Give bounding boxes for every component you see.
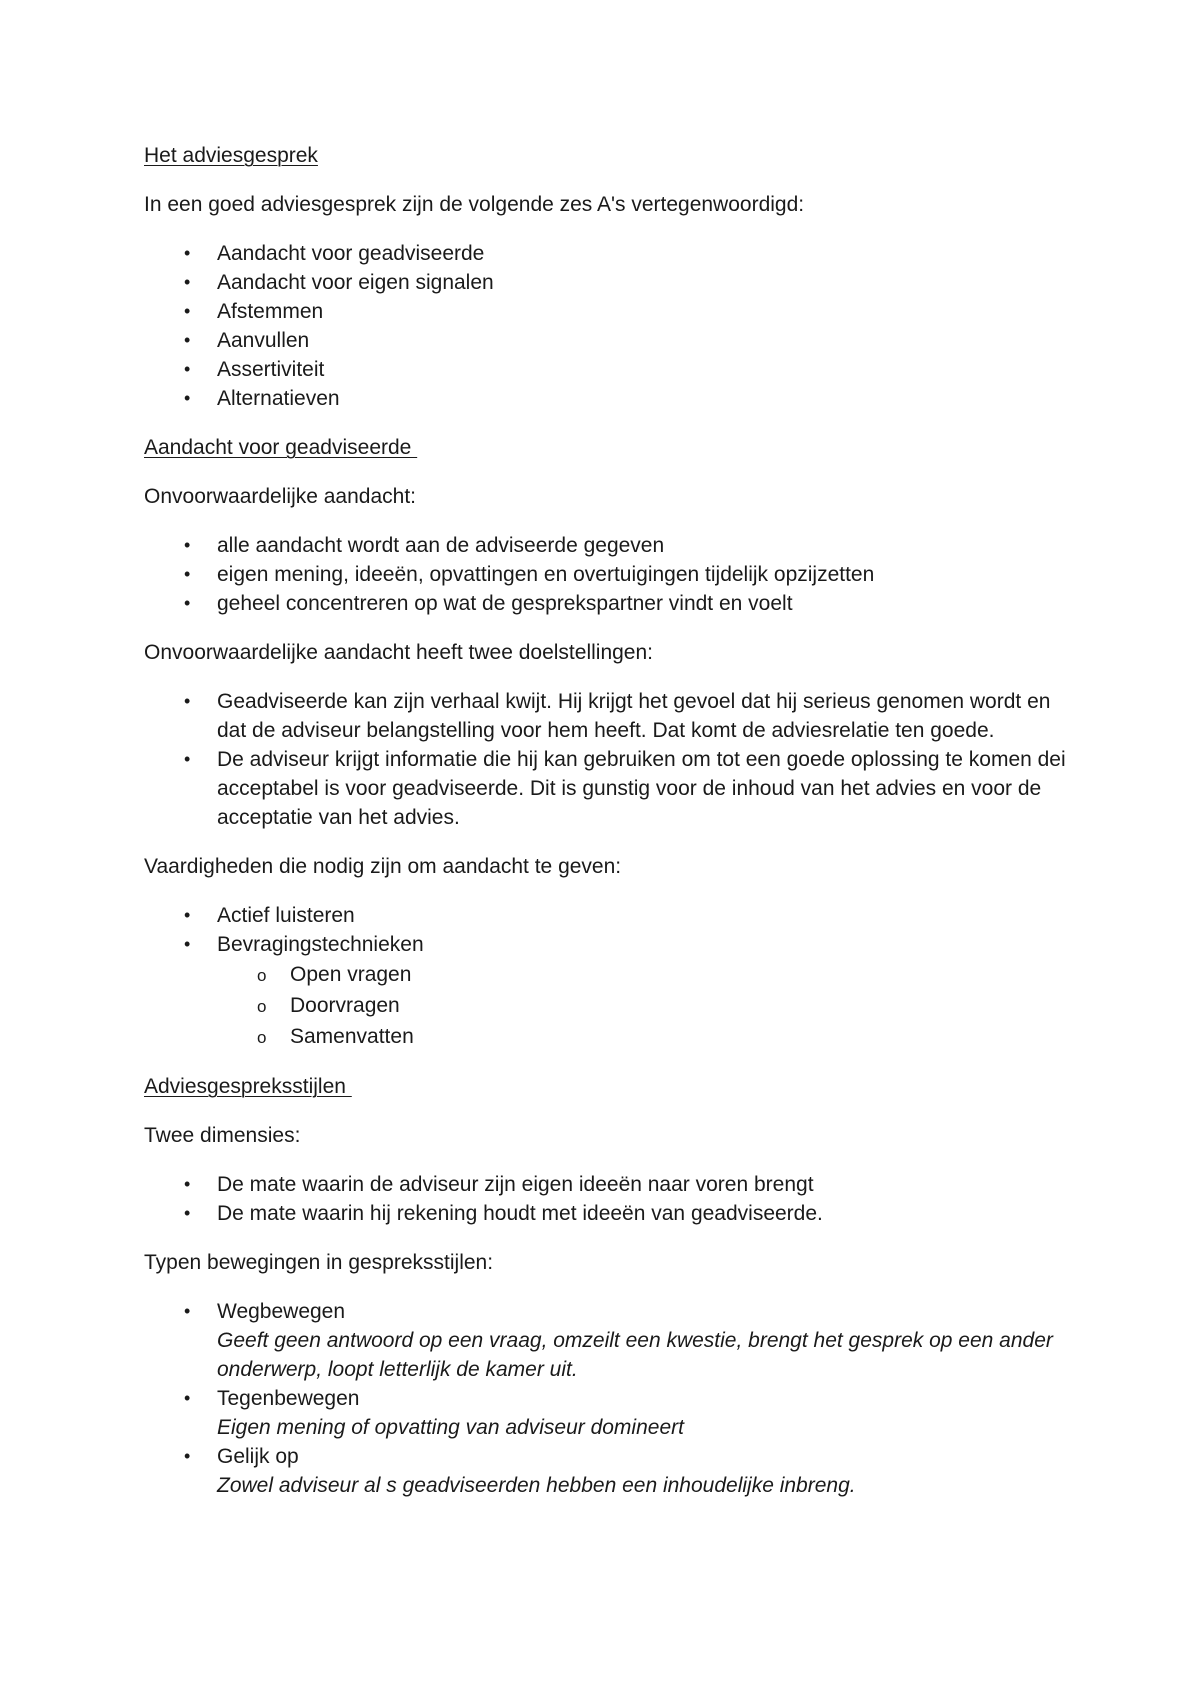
bullet-icon: • (184, 535, 191, 555)
list-item: • Aandacht voor geadviseerde (144, 239, 1074, 268)
bullet-icon: • (184, 1301, 191, 1321)
document-page (144, 141, 1074, 1520)
bullet-icon: • (184, 905, 191, 925)
aandacht-label: Onvoorwaardelijke aandacht: (144, 485, 416, 508)
list-item: • Bevragingstechnieken o Open vragen o Doorvragen o Samenvatten (144, 930, 1074, 1052)
bullet-icon: • (184, 1174, 191, 1194)
move-name: Tegenbewegen (217, 1387, 360, 1410)
list-item: • eigen mening, ideeën, opvattingen en overtuigingen tijdelijk opzijzetten (144, 560, 1074, 589)
skills-label: Vaardigheden die nodig zijn om aandacht te geven: (144, 855, 622, 878)
list-item: • geheel concentreren op wat de gesprekspartner vindt en voelt (144, 589, 1074, 618)
list-item: • Aanvullen (144, 326, 1074, 355)
techniques-sublist (217, 959, 1074, 1052)
goals-label: Onvoorwaardelijke aandacht heeft twee doelstellingen: (144, 641, 653, 664)
sub-list-item: o Samenvatten (217, 1021, 1074, 1052)
bullet-icon: • (184, 564, 191, 584)
bullet-icon: • (184, 301, 191, 321)
bullet-icon: • (184, 691, 191, 711)
aandacht-list (144, 531, 1074, 618)
moves-label: Typen bewegingen in gespreksstijlen: (144, 1251, 494, 1274)
list-item: • Afstemmen (144, 297, 1074, 326)
list-item: • De mate waarin hij rekening houdt met ideeën van geadviseerde. (144, 1199, 1074, 1228)
six-as-list (144, 239, 1074, 413)
goals-list (144, 687, 1074, 832)
bullet-icon: • (184, 934, 191, 954)
list-item: • De mate waarin de adviseur zijn eigen ideeën naar voren brengt (144, 1170, 1074, 1199)
circle-bullet-icon: o (257, 1028, 267, 1047)
dims-list (144, 1170, 1074, 1228)
list-item: • Geadviseerde kan zijn verhaal kwijt. Hij krijgt het gevoel dat hij serieus genomen wordt en dat de adviseur belangstelling voor hem heeft. Dat komt de adviesrelatie ten goede. (144, 687, 1074, 745)
section-heading-aandacht: Aandacht voor geadviseerde (144, 436, 418, 459)
circle-bullet-icon: o (257, 997, 267, 1016)
sub-list-item: o Doorvragen (217, 990, 1074, 1021)
bullet-icon: • (184, 1388, 191, 1408)
list-item: • Aandacht voor eigen signalen (144, 268, 1074, 297)
move-name: Wegbewegen (217, 1300, 346, 1323)
list-item: • Actief luisteren (144, 901, 1074, 930)
move-description: Zowel adviseur al s geadviseerden hebben een inhoudelijke inbreng. (217, 1474, 856, 1497)
list-item (144, 1442, 1074, 1500)
bullet-icon: • (184, 272, 191, 292)
bullet-icon: • (184, 749, 191, 769)
list-item (144, 1384, 1074, 1442)
move-description: Geeft geen antwoord op een vraag, omzeilt een kwestie, brengt het gesprek op een ander onderwerp, loopt letterlijk de kamer uit. (217, 1329, 1053, 1381)
section-heading-stijlen: Adviesgespreksstijlen (144, 1075, 352, 1098)
list-item (144, 1297, 1074, 1384)
circle-bullet-icon: o (257, 966, 267, 985)
move-description: Eigen mening of opvatting van adviseur domineert (217, 1416, 684, 1439)
bullet-icon: • (184, 330, 191, 350)
skills-list (144, 901, 1074, 1052)
dims-label: Twee dimensies: (144, 1124, 301, 1147)
bullet-icon: • (184, 1446, 191, 1466)
bullet-icon: • (184, 359, 191, 379)
bullet-icon: • (184, 243, 191, 263)
moves-list (144, 1297, 1074, 1500)
list-item: • De adviseur krijgt informatie die hij kan gebruiken om tot een goede oplossing te komen dei acceptabel is voor geadviseerde. Dit is gunstig voor de inhoud van het advies en voor de acceptatie van het advies. (144, 745, 1074, 832)
bullet-icon: • (184, 1203, 191, 1223)
list-item: • Alternatieven (144, 384, 1074, 413)
list-item: • Assertiviteit (144, 355, 1074, 384)
bullet-icon: • (184, 388, 191, 408)
page-title: Het adviesgesprek (144, 144, 318, 167)
sub-list-item: o Open vragen (217, 959, 1074, 990)
list-item: • alle aandacht wordt aan de adviseerde gegeven (144, 531, 1074, 560)
intro-paragraph: In een goed adviesgesprek zijn de volgende zes A's vertegenwoordigd: (144, 193, 805, 216)
move-name: Gelijk op (217, 1445, 299, 1468)
bullet-icon: • (184, 593, 191, 613)
